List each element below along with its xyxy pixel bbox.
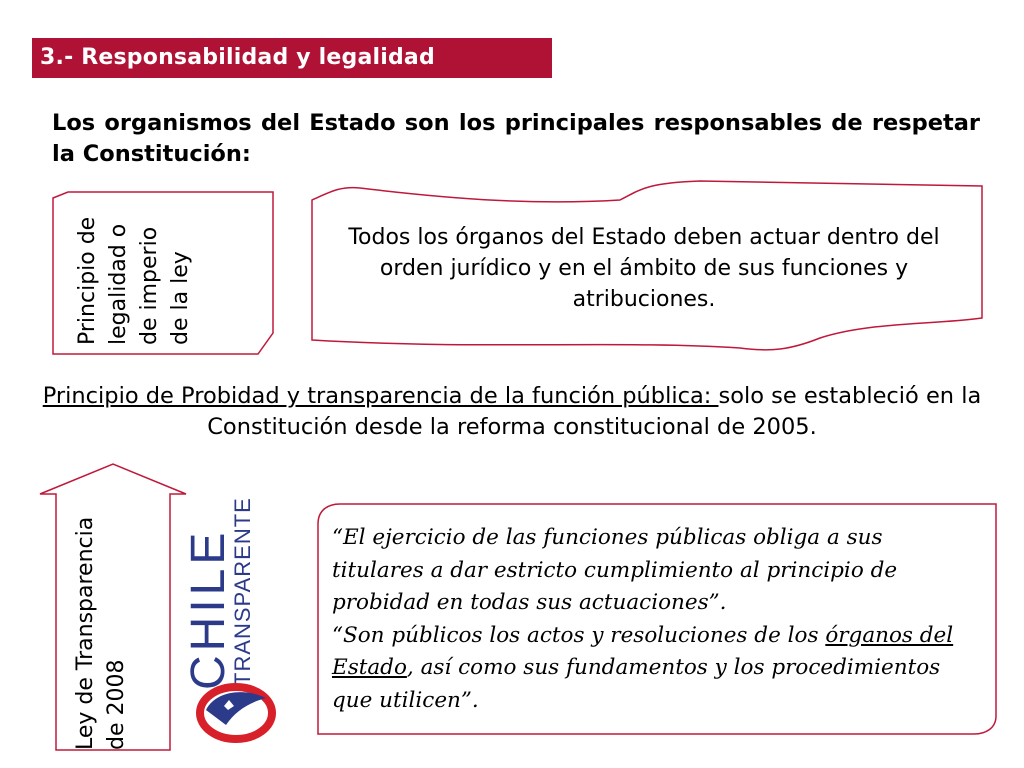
page-title: 3.- Responsabilidad y legalidad — [40, 45, 435, 70]
probidad-text — [40, 381, 984, 443]
logo-flag-swirl — [200, 687, 272, 739]
quote-part1: “El ejercicio de las funciones públicas obliga a sus titulares a dar estricto cumplimiento al principio de probidad en todas sus actuaciones”. — [332, 525, 898, 615]
ley-label: Ley de Transparencia de 2008 — [73, 516, 129, 750]
logo-word: CHILE — [182, 528, 235, 690]
legalidad-description: Todos los órganos del Estado deben actuar dentro del orden jurídico y en el ámbito de sus funciones y atribuciones. — [348, 225, 940, 312]
quote-part2-underlined: órganos del Estado — [332, 622, 954, 680]
chile-transparente-logo — [182, 497, 292, 745]
probidad-rest: solo se estableció en la Constitución desde la reforma constitucional de 2005. — [207, 383, 982, 440]
quote-part2-post: , así como sus fundamentos y los procedimientos que utilicen”. — [332, 655, 941, 713]
quote-part2-pre: “Son públicos los actos y resoluciones de los — [332, 622, 826, 648]
intro-text: Los organismos del Estado son los principales responsables de respetar la Constitución: — [52, 110, 980, 167]
legalidad-label: Principio de legalidad o de imperio de la ley — [75, 216, 193, 345]
probidad-underlined: Principio de Probidad y transparencia de la función pública: — [42, 383, 719, 409]
logo-sub: TRANSPARENTE — [230, 497, 255, 686]
quote-text — [332, 522, 972, 717]
